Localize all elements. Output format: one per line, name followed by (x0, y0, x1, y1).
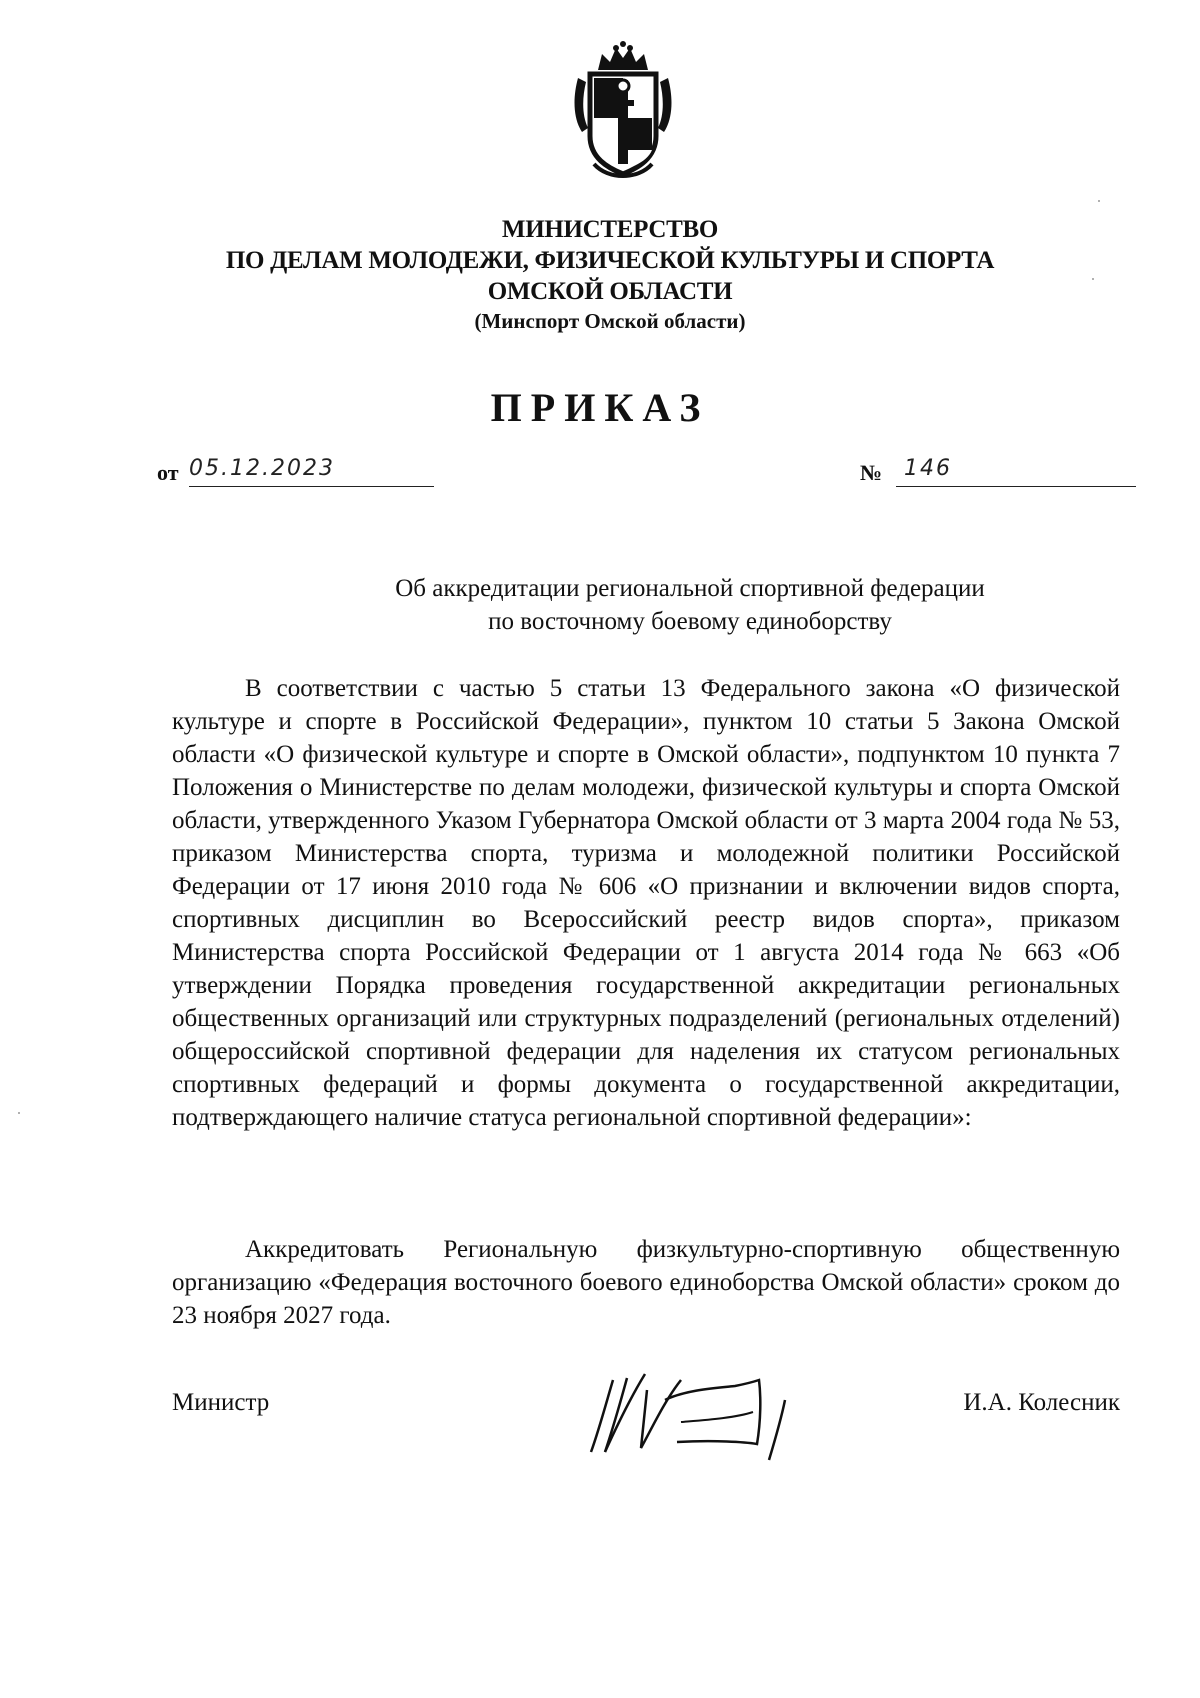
paragraph-text: В соответствии с частью 5 статьи 13 Федерального закона «О физической культуре и спорте в Российской Федерации», пунктом 10 статьи 5 Закона Омской области «О физической культуре и спорте в Омской области», подпунктом 10 пункта 7 Положения о Министерстве по делам молодежи, физической культуры и спорта Омской области, утвержденного Указом Губернатора Омской области от 3 марта 2004 года № 53, приказом Министерства спорта, туризма и молодежной политики Российской Федерации от 17 июня 2010 года № 606 «О признании и включении видов спорта, спортивных дисциплин во Всероссийский реестр видов спорта», приказом Министерства спорта Российской Федерации от 1 августа 2014 года № 663 «Об утверждении Порядка проведения государственной аккредитации региональных общественных организаций или структурных подразделений (региональных отделений) общероссийской спортивной федерации для наделения их статусом региональных спортивных федераций и формы документа о государственной аккредитации, подтверждающего наличие статуса региональной спортивной федерации»: (172, 675, 1120, 1131)
document-number (860, 456, 952, 486)
header-line-2: ПО ДЕЛАМ МОЛОДЕЖИ, ФИЗИЧЕСКОЙ КУЛЬТУРЫ И СПОРТА (225, 247, 995, 274)
body-paragraph-2 (172, 1233, 1120, 1332)
subject-line-1: Об аккредитации региональной спортивной федерации (395, 575, 985, 602)
number-value: 146 (904, 456, 952, 481)
header-line-3: ОМСКОЙ ОБЛАСТИ (487, 278, 733, 305)
date-underline (189, 486, 434, 487)
number-underline (896, 486, 1136, 487)
scan-speck (1092, 278, 1094, 280)
subject-line-2: по восточному боевому единоборству (488, 608, 892, 635)
signatory-name: И.А. Колесник (963, 1389, 1120, 1416)
document-title: ПРИКАЗ (490, 385, 710, 430)
scan-speck (18, 1112, 20, 1114)
scan-speck (1098, 200, 1100, 202)
body-paragraph-1 (172, 672, 1120, 1134)
date-value: 05.12.2023 (189, 456, 335, 481)
handwritten-signature-icon (585, 1360, 835, 1470)
header-short-name: (Минспорт Омской области) (474, 309, 746, 333)
omsk-coat-of-arms-icon (568, 40, 678, 180)
signatory-position: Министр (172, 1389, 270, 1416)
number-prefix: № (860, 460, 883, 485)
date-prefix: от (157, 460, 179, 485)
header-line-1: МИНИСТЕРСТВО (501, 216, 719, 243)
document-subject (300, 572, 1080, 638)
paragraph-text: Аккредитовать Региональную физкультурно-спортивную общественную организацию «Федерация восточного боевого единоборства Омской области» сроком до 23 ноября 2027 года. (172, 1236, 1120, 1329)
document-date (157, 456, 335, 486)
ministry-header (150, 214, 1070, 335)
